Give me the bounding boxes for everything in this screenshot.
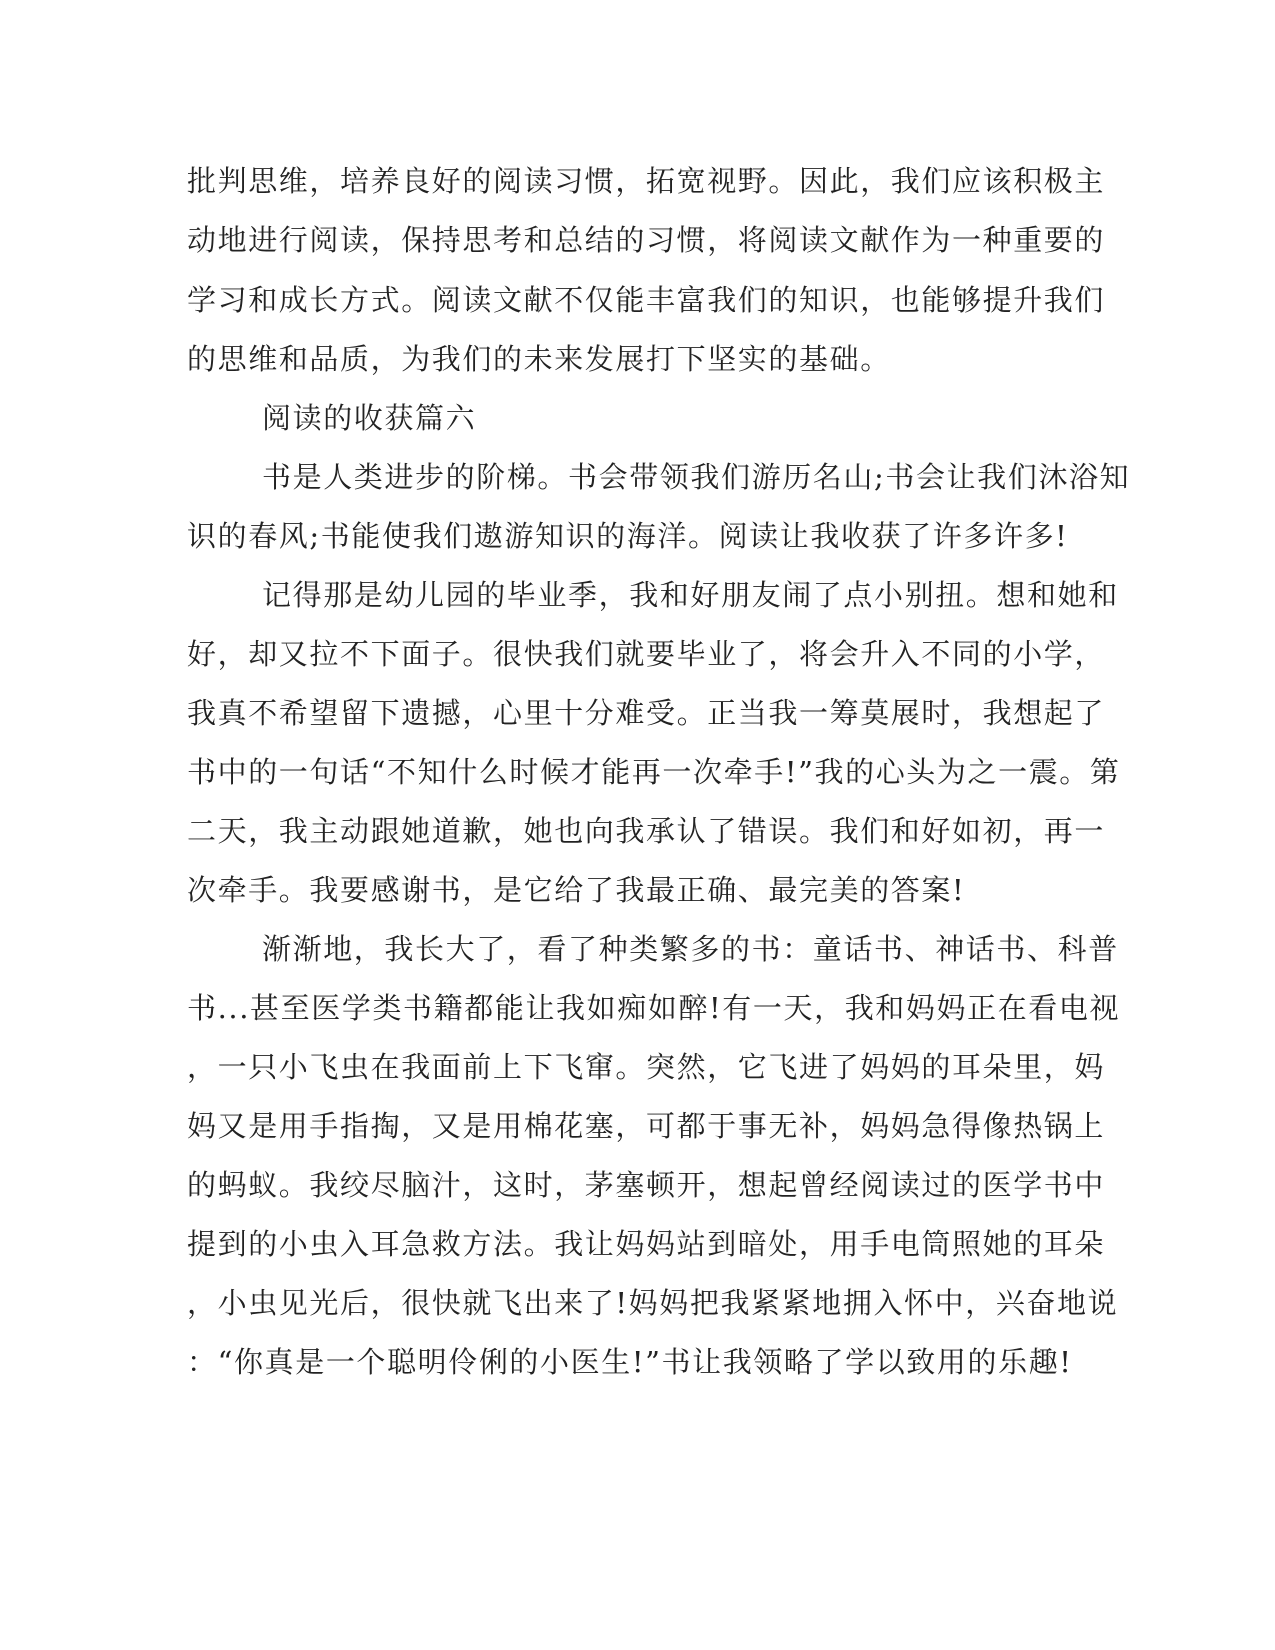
paragraph-line: ，一只小飞虫在我面前上下飞窜。突然，它飞进了妈妈的耳朵里，妈 [187, 1050, 1106, 1084]
paragraph-line: 好，却又拉不下面子。很快我们就要毕业了，将会升入不同的小学， [187, 637, 1106, 671]
paragraph-line: 我真不希望留下遗撼，心里十分难受。正当我一筹莫展时，我想起了 [187, 696, 1106, 730]
paragraph-line: 书...甚至医学类书籍都能让我如痴如醉!有一天，我和妈妈正在看电视 [187, 991, 1121, 1025]
paragraph-line: 的蚂蚁。我绞尽脑汁，这时，茅塞顿开，想起曾经阅读过的医学书中 [187, 1168, 1106, 1202]
paragraph-line: ，小虫见光后，很快就飞出来了!妈妈把我紧紧地拥入怀中，兴奋地说 [187, 1286, 1119, 1320]
paragraph-line: 提到的小虫入耳急救方法。我让妈妈站到暗处，用手电筒照她的耳朵 [187, 1227, 1106, 1261]
paragraph-line: 次牵手。我要感谢书，是它给了我最正确、最完美的答案! [187, 873, 966, 907]
paragraph-line: ：“你真是一个聪明伶俐的小医生!”书让我领略了学以致用的乐趣! [187, 1345, 1073, 1379]
section-heading: 阅读的收获篇六 [262, 401, 477, 435]
paragraph-line: 批判思维，培养良好的阅读习惯，拓宽视野。因此，我们应该积极主 [187, 164, 1106, 198]
paragraph-line: 书中的一句话“不知什么时候才能再一次牵手!”我的心头为之一震。第 [187, 755, 1121, 789]
paragraph-line: 书是人类进步的阶梯。书会带领我们游历名山;书会让我们沐浴知 [262, 460, 1131, 494]
paragraph-line: 记得那是幼儿园的毕业季，我和好朋友闹了点小别扭。想和她和 [262, 578, 1119, 612]
paragraph-line: 二天，我主动跟她道歉，她也向我承认了错误。我们和好如初，再一 [187, 814, 1106, 848]
paragraph-line: 学习和成长方式。阅读文献不仅能丰富我们的知识，也能够提升我们 [187, 283, 1106, 317]
paragraph-line: 渐渐地，我长大了，看了种类繁多的书：童话书、神话书、科普 [262, 932, 1119, 966]
paragraph-line: 妈又是用手指掏，又是用棉花塞，可都于事无补，妈妈急得像热锅上 [187, 1109, 1106, 1143]
paragraph-line: 的思维和品质，为我们的未来发展打下坚实的基础。 [187, 342, 891, 376]
paragraph-line: 识的春风;书能使我们遨游知识的海洋。阅读让我收获了许多许多! [187, 519, 1069, 553]
paragraph-line: 动地进行阅读，保持思考和总结的习惯，将阅读文献作为一种重要的 [187, 223, 1106, 257]
